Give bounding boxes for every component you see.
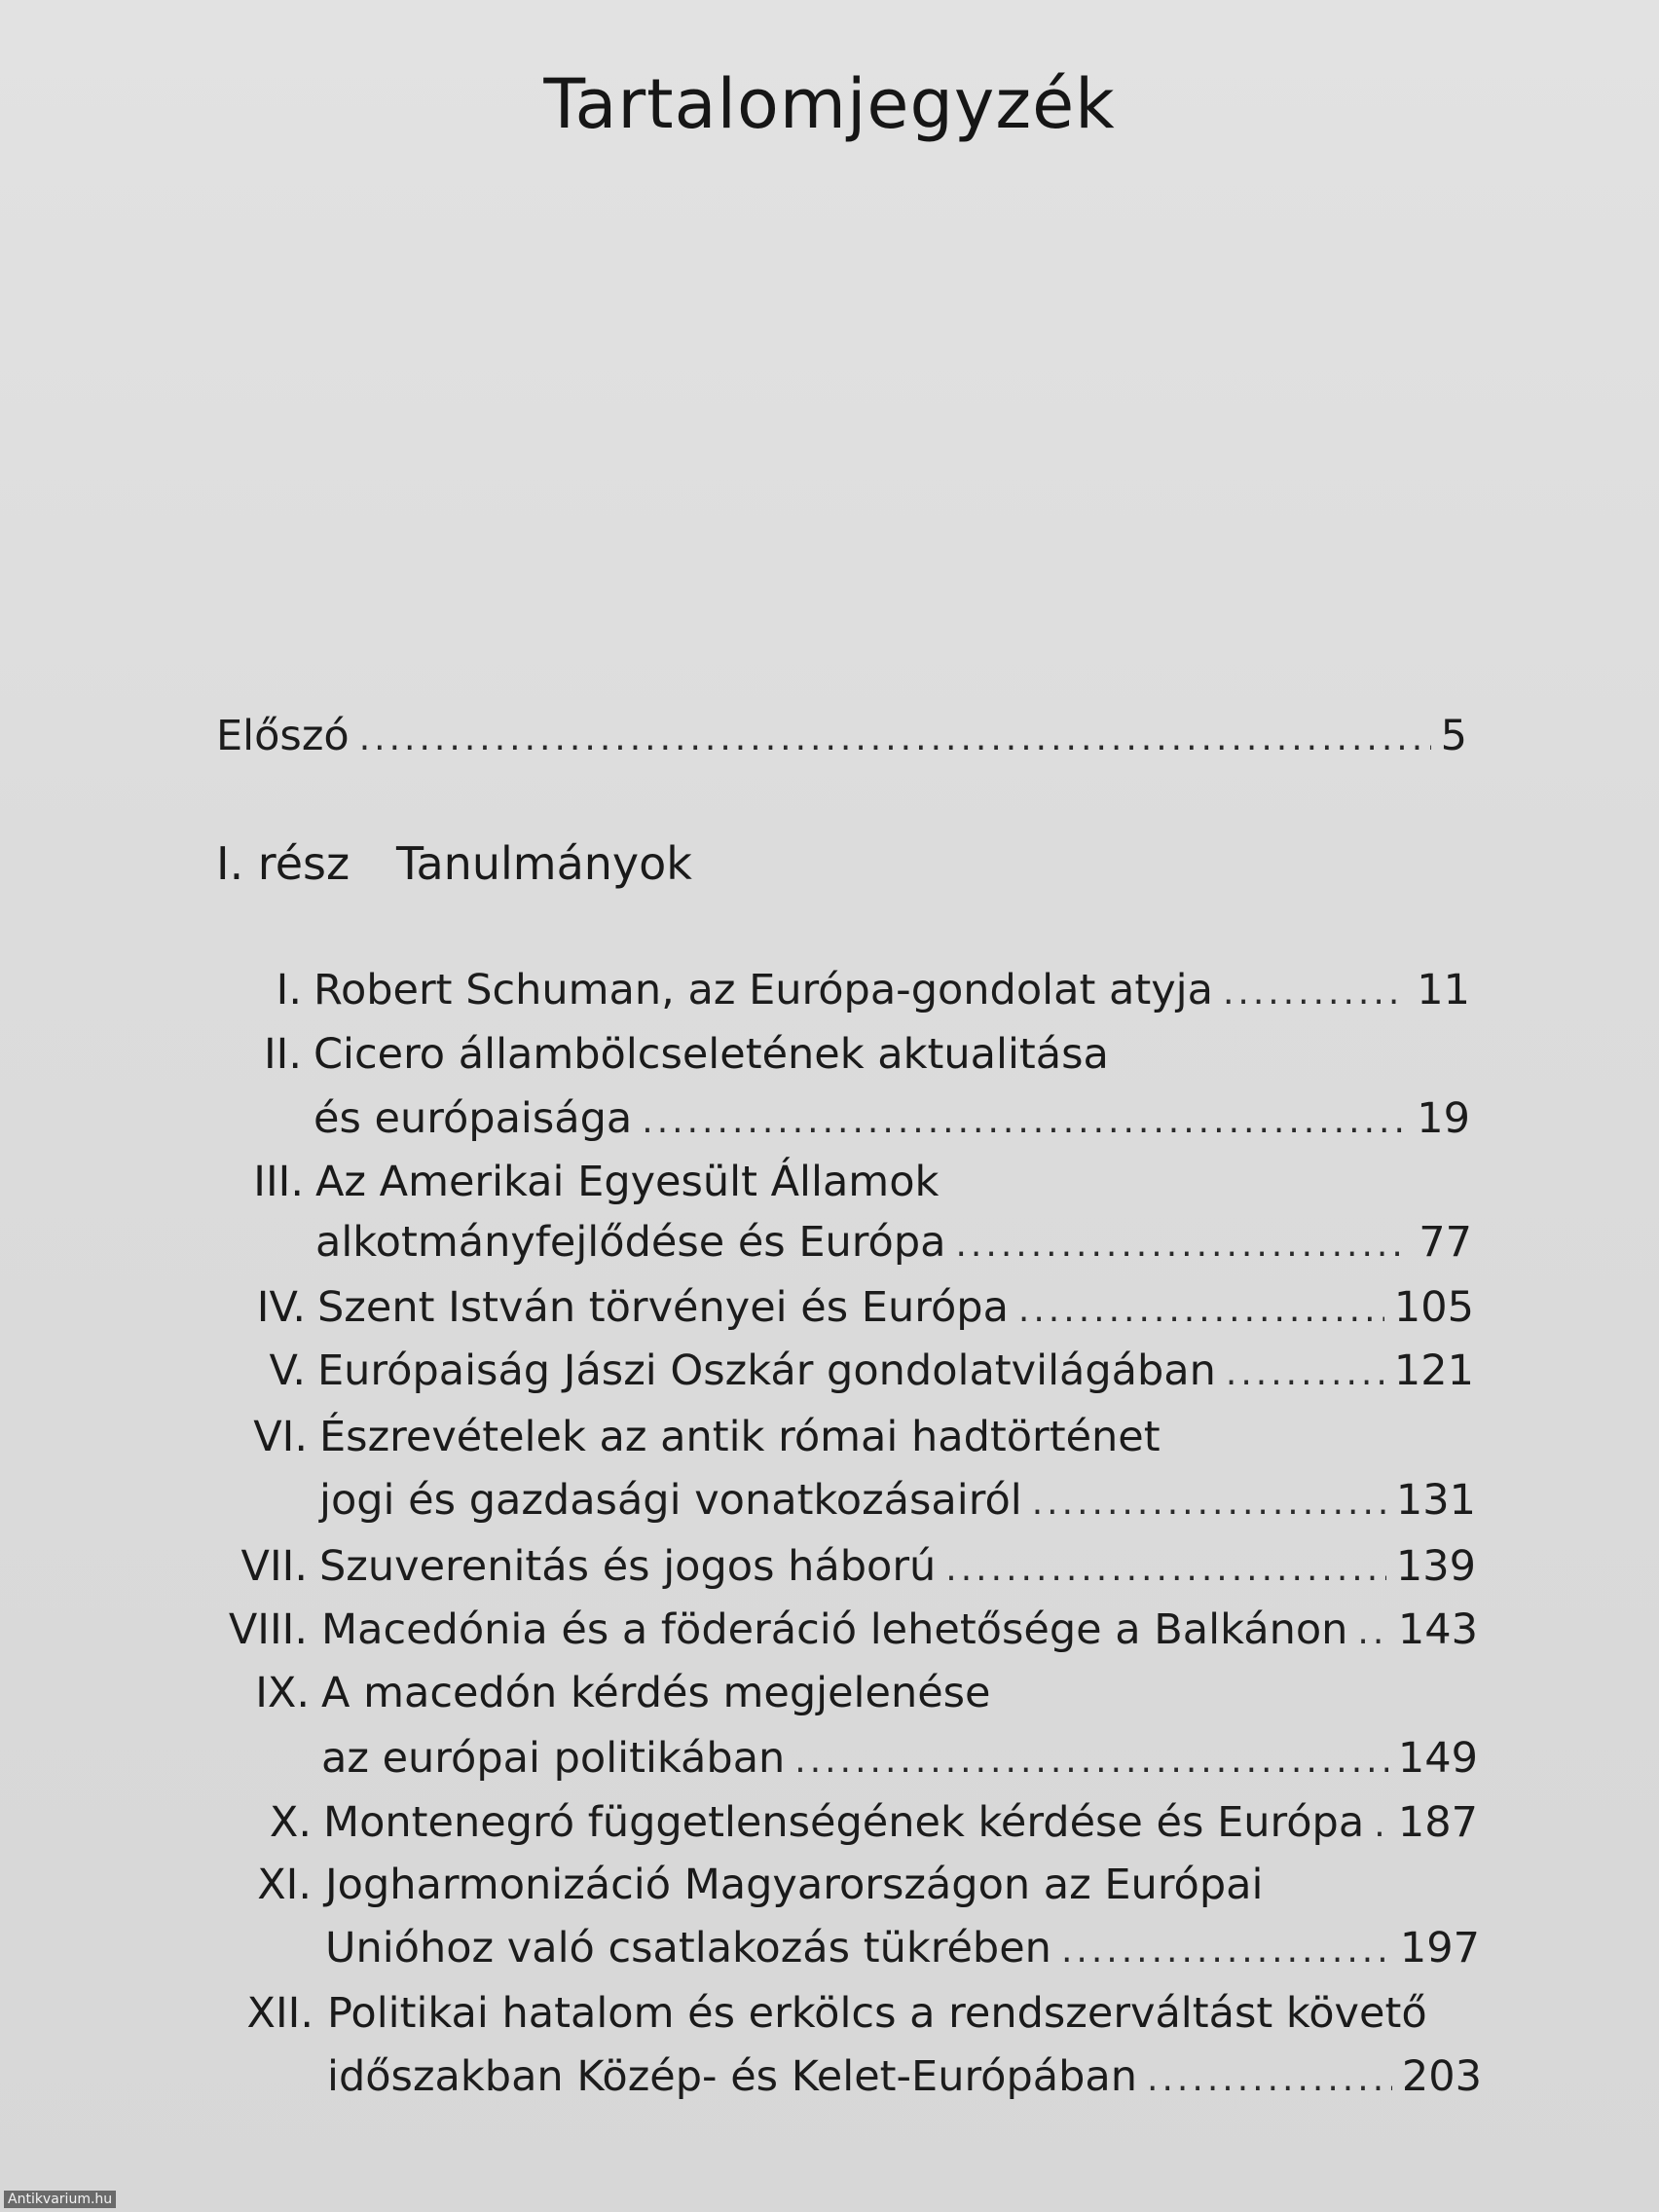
dot-leader [1357, 1615, 1388, 1650]
entry-number: VIII. [228, 1605, 308, 1654]
entry-number: V. [269, 1346, 306, 1395]
entry-number: X. [269, 1798, 312, 1847]
foreword-label: Előszó [216, 712, 350, 760]
toc-entry-line: Észrevételek az antik római hadtörténet [319, 1413, 1161, 1461]
entry-page: 105 [1393, 1283, 1474, 1332]
dot-leader [794, 1744, 1388, 1779]
toc-entry: és európaisága ..... 19 [313, 1098, 1470, 1140]
foreword-page: 5 [1440, 712, 1467, 760]
toc-entry: Montenegró függetlenségének kérdése és Európa ..... 187 [323, 1802, 1478, 1844]
part-title: Tanulmányok [396, 837, 692, 890]
dot-leader [1223, 976, 1407, 1011]
dot-leader [1374, 1808, 1388, 1843]
entry-page: 121 [1393, 1346, 1474, 1395]
toc-entry-line: Az Amerikai Egyesült Államok [315, 1158, 940, 1206]
entry-page: 187 [1397, 1798, 1478, 1847]
toc-entry-line: Jogharmonizáció Magyarországon az Európai [325, 1861, 1264, 1909]
dot-leader [1061, 1934, 1390, 1969]
dot-leader [955, 1228, 1409, 1263]
entry-number: VII. [240, 1542, 308, 1591]
dot-leader [642, 1104, 1407, 1139]
toc-entry-line: Cicero állambölcseletének aktualitása [313, 1030, 1109, 1079]
part-heading [216, 837, 692, 890]
toc-foreword [216, 712, 1467, 760]
entry-page: 149 [1397, 1734, 1478, 1783]
part-label: I. rész [216, 837, 350, 890]
entry-page: 139 [1395, 1542, 1476, 1591]
entry-number: I. [276, 966, 302, 1014]
entry-page: 11 [1417, 966, 1470, 1014]
toc-entry: alkotmányfejlődése és Európa ..... 77 [315, 1222, 1472, 1264]
dot-leader [1147, 2062, 1392, 2097]
dot-leader [945, 1552, 1386, 1587]
watermark: Antikvarium.hu [4, 2191, 116, 2208]
toc-entry-line: Politikai hatalom és erkölcs a rendszerváltást követő [327, 1989, 1427, 2038]
entry-number: VI. [253, 1413, 308, 1461]
toc-entry: Robert Schuman, az Európa-gondolat atyja ..... 11 [313, 970, 1470, 1012]
toc-entry: Szent István törvényei és Európa ..... 105 [317, 1287, 1474, 1329]
entry-number: XI. [257, 1861, 312, 1909]
toc-entry: Szuverenitás és jogos háború ..... 139 [319, 1546, 1476, 1588]
toc-entry: Európaiság Jászi Oszkár gondolatvilágában ..... 121 [317, 1350, 1474, 1392]
dot-leader [1226, 1356, 1384, 1391]
entry-number: IV. [256, 1283, 306, 1332]
entry-page: 203 [1401, 2052, 1482, 2101]
page-title: Tartalomjegyzék [543, 64, 1116, 144]
entry-page: 143 [1397, 1605, 1478, 1654]
toc-entry: az európai politikában ..... 149 [321, 1738, 1478, 1780]
entry-number: XII. [246, 1989, 313, 2038]
toc-entry: Macedónia és a föderáció lehetősége a Balkánon ..... 143 [321, 1609, 1478, 1651]
toc-entry: Unióhoz való csatlakozás tükrében ..... 197 [325, 1928, 1480, 1970]
entry-page: 131 [1395, 1476, 1476, 1525]
entry-page: 19 [1417, 1094, 1470, 1143]
toc-entry: jogi és gazdasági vonatkozásairól ..... 131 [319, 1480, 1476, 1522]
dot-leader [1018, 1293, 1384, 1328]
dot-leader [1032, 1486, 1386, 1521]
entry-page: 197 [1399, 1924, 1480, 1972]
toc-entry-line: A macedón kérdés megjelenése [321, 1669, 991, 1717]
entry-number: IX. [255, 1669, 310, 1717]
entry-number: II. [263, 1030, 302, 1079]
entry-page: 77 [1419, 1218, 1472, 1267]
toc-entry: időszakban Közép- és Kelet-Európában ..... 203 [327, 2056, 1482, 2098]
dot-leader [359, 721, 1431, 756]
entry-number: III. [253, 1158, 304, 1206]
